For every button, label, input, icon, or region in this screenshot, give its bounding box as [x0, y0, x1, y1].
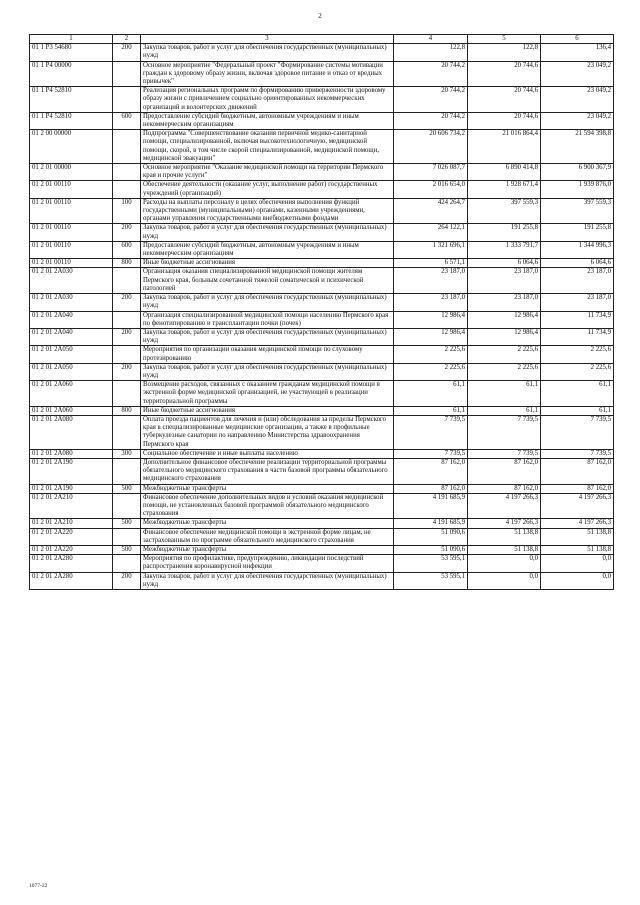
classification-code-cell: 01 2 01 2A280 — [30, 572, 113, 589]
classification-code-cell: 01 2 01 2A050 — [30, 363, 113, 380]
expense-type-cell — [113, 458, 141, 484]
amount-year2-cell: 20 744,6 — [468, 61, 541, 87]
table-row — [30, 493, 614, 519]
amount-year2-cell: 191 255,8 — [468, 224, 541, 241]
amount-year2-cell: 4 197 266,3 — [468, 519, 541, 528]
amount-year3-cell: 4 197 266,3 — [541, 519, 614, 528]
classification-code-cell: 01 2 01 2A210 — [30, 519, 113, 528]
item-name-cell: Реализация региональных программ по формированию приверженности здоровому образу жизни с привлечением социально ориентированных некоммерческих организаций и волонтерских движений — [141, 87, 394, 113]
item-name-cell: Основное мероприятие "Федеральный проект "Формирование системы мотивации граждан к здоровому образу жизни, включая здоровое питание и отказ от вредных привычек" — [141, 61, 394, 87]
expense-type-cell: 100 — [113, 198, 141, 224]
amount-year3-cell: 0,0 — [541, 572, 614, 589]
amount-year1-cell: 12 986,4 — [394, 311, 468, 328]
expense-type-cell: 800 — [113, 259, 141, 268]
amount-year3-cell: 397 559,3 — [541, 198, 614, 224]
amount-year3-cell: 61,1 — [541, 381, 614, 407]
amount-year1-cell: 264 122,1 — [394, 224, 468, 241]
column-header: 2 — [113, 35, 141, 44]
expense-type-cell: 500 — [113, 484, 141, 493]
amount-year2-cell: 6 064,6 — [468, 259, 541, 268]
amount-year1-cell: 122,8 — [394, 44, 468, 61]
item-name-cell: Финансовое обеспечение медицинской помощи в экстренной форме лицам, не застрахованным по программе обязательного медицинского страхования — [141, 528, 394, 545]
amount-year1-cell: 7 739,5 — [394, 415, 468, 449]
classification-code-cell: 01 2 01 00000 — [30, 164, 113, 181]
table-row — [30, 164, 614, 181]
expense-type-cell: 200 — [113, 224, 141, 241]
amount-year3-cell: 7 739,5 — [541, 415, 614, 449]
amount-year2-cell: 2 225,6 — [468, 363, 541, 380]
classification-code-cell: 01 2 01 00110 — [30, 181, 113, 198]
item-name-cell: Иные бюджетные ассигнования — [141, 406, 394, 415]
table-row — [30, 415, 614, 449]
item-name-cell: Мероприятия по профилактике, предупреждению, ликвидации последствий распространения коронавирусной инфекции — [141, 555, 394, 572]
table-row — [30, 130, 614, 164]
classification-code-cell: 01 2 01 2A190 — [30, 458, 113, 484]
amount-year2-cell: 23 187,0 — [468, 268, 541, 294]
amount-year3-cell: 1 344 996,3 — [541, 241, 614, 258]
amount-year2-cell: 1 333 791,7 — [468, 241, 541, 258]
amount-year2-cell: 20 744,6 — [468, 112, 541, 129]
column-header: 6 — [541, 35, 614, 44]
budget-table — [29, 34, 614, 590]
table-row — [30, 268, 614, 294]
expense-type-cell: 500 — [113, 519, 141, 528]
expense-type-cell — [113, 130, 141, 164]
table-row — [30, 545, 614, 554]
expense-type-cell: 600 — [113, 112, 141, 129]
column-header: 3 — [141, 35, 394, 44]
item-name-cell: Иные бюджетные ассигнования — [141, 259, 394, 268]
amount-year1-cell: 12 986,4 — [394, 328, 468, 345]
table-row — [30, 346, 614, 363]
item-name-cell: Возмещение расходов, связанных с оказанием гражданам медицинской помощи в экстренной форме медицинской организацией, не участвующей в реализации территориальной программы — [141, 381, 394, 407]
amount-year3-cell: 51 138,8 — [541, 545, 614, 554]
item-name-cell: Предоставление субсидий бюджетным, автономным учреждениям и иным некоммерческим организациям — [141, 241, 394, 258]
amount-year3-cell: 61,1 — [541, 406, 614, 415]
amount-year2-cell: 61,1 — [468, 381, 541, 407]
amount-year1-cell: 87 162,0 — [394, 458, 468, 484]
classification-code-cell: 01 1 P4 52810 — [30, 87, 113, 113]
amount-year2-cell: 122,8 — [468, 44, 541, 61]
table-row — [30, 381, 614, 407]
amount-year3-cell: 4 197 266,3 — [541, 493, 614, 519]
item-name-cell: Межбюджетные трансферты — [141, 484, 394, 493]
item-name-cell: Закупка товаров, работ и услуг для обеспечения государственных (муниципальных) нужд — [141, 328, 394, 345]
table-row — [30, 458, 614, 484]
amount-year1-cell: 20 606 734,2 — [394, 130, 468, 164]
amount-year2-cell: 51 138,8 — [468, 528, 541, 545]
table-row — [30, 449, 614, 458]
amount-year2-cell: 21 016 864,4 — [468, 130, 541, 164]
amount-year1-cell: 2 225,6 — [394, 363, 468, 380]
item-name-cell: Дополнительное финансовое обеспечение реализации территориальной программы обязательного медицинского страхования в части базовой программы обязательного медицинского страхования — [141, 458, 394, 484]
classification-code-cell: 01 1 P3 54680 — [30, 44, 113, 61]
amount-year1-cell: 61,1 — [394, 406, 468, 415]
item-name-cell: Закупка товаров, работ и услуг для обеспечения государственных (муниципальных) нужд — [141, 294, 394, 311]
expense-type-cell — [113, 181, 141, 198]
table-row — [30, 572, 614, 589]
amount-year3-cell: 6 064,6 — [541, 259, 614, 268]
amount-year1-cell: 4 191 685,9 — [394, 519, 468, 528]
footer-document-code: 1077-22 — [29, 883, 48, 889]
amount-year3-cell: 23 187,0 — [541, 268, 614, 294]
amount-year3-cell: 21 594 398,8 — [541, 130, 614, 164]
amount-year1-cell: 1 321 696,1 — [394, 241, 468, 258]
amount-year1-cell: 4 191 685,9 — [394, 493, 468, 519]
item-name-cell: Расходы на выплаты персоналу в целях обеспечения выполнения функций государственными (муниципальными) органами, казенными учреждениями, органами управления государственными внебюджетными фондами — [141, 198, 394, 224]
amount-year2-cell: 12 986,4 — [468, 311, 541, 328]
expense-type-cell: 200 — [113, 363, 141, 380]
amount-year1-cell: 61,1 — [394, 381, 468, 407]
amount-year3-cell: 23 049,2 — [541, 61, 614, 87]
expense-type-cell: 500 — [113, 545, 141, 554]
item-name-cell: Обеспечение деятельности (оказание услуг, выполнение работ) государственных учреждений (организаций) — [141, 181, 394, 198]
expense-type-cell: 200 — [113, 328, 141, 345]
item-name-cell: Оплата проезда пациентов для лечения и (или) обследования за пределы Пермского края в специализированные медицинские организации, а также в профильные туберкулезные санатории по направлению Министерства здравоохранения Пермского края — [141, 415, 394, 449]
table-row — [30, 555, 614, 572]
amount-year2-cell: 7 739,5 — [468, 449, 541, 458]
amount-year1-cell: 7 739,5 — [394, 449, 468, 458]
amount-year1-cell: 53 595,1 — [394, 572, 468, 589]
amount-year3-cell: 2 225,6 — [541, 363, 614, 380]
amount-year2-cell: 6 890 414,8 — [468, 164, 541, 181]
amount-year1-cell: 20 744,2 — [394, 61, 468, 87]
expense-type-cell: 200 — [113, 44, 141, 61]
classification-code-cell: 01 2 01 2A060 — [30, 381, 113, 407]
classification-code-cell: 01 2 01 2A030 — [30, 294, 113, 311]
amount-year2-cell: 20 744,6 — [468, 87, 541, 113]
expense-type-cell — [113, 346, 141, 363]
page-number: 2 — [318, 12, 322, 20]
amount-year2-cell: 2 225,6 — [468, 346, 541, 363]
column-header: 1 — [30, 35, 113, 44]
classification-code-cell: 01 2 01 2A040 — [30, 311, 113, 328]
amount-year1-cell: 51 090,6 — [394, 545, 468, 554]
table-row — [30, 181, 614, 198]
amount-year3-cell: 7 739,5 — [541, 449, 614, 458]
classification-code-cell: 01 2 01 00110 — [30, 224, 113, 241]
amount-year1-cell: 2 225,6 — [394, 346, 468, 363]
expense-type-cell: 200 — [113, 294, 141, 311]
classification-code-cell: 01 2 00 00000 — [30, 130, 113, 164]
amount-year2-cell: 0,0 — [468, 555, 541, 572]
table-row — [30, 44, 614, 61]
amount-year2-cell: 23 187,0 — [468, 294, 541, 311]
classification-code-cell: 01 2 01 2A080 — [30, 415, 113, 449]
expense-type-cell — [113, 555, 141, 572]
item-name-cell: Мероприятия по организации оказания медицинской помощи по слуховому протезированию — [141, 346, 394, 363]
amount-year1-cell: 7 026 087,7 — [394, 164, 468, 181]
item-name-cell: Закупка товаров, работ и услуг для обеспечения государственных (муниципальных) нужд — [141, 363, 394, 380]
classification-code-cell: 01 2 01 2A210 — [30, 493, 113, 519]
table-row — [30, 198, 614, 224]
classification-code-cell: 01 1 P4 52810 — [30, 112, 113, 129]
expense-type-cell: 300 — [113, 449, 141, 458]
expense-type-cell — [113, 381, 141, 407]
classification-code-cell: 01 2 01 00110 — [30, 241, 113, 258]
amount-year1-cell: 51 090,6 — [394, 528, 468, 545]
amount-year3-cell: 1 939 876,0 — [541, 181, 614, 198]
table-row — [30, 259, 614, 268]
classification-code-cell: 01 2 01 2A220 — [30, 545, 113, 554]
amount-year3-cell: 11 734,9 — [541, 328, 614, 345]
amount-year3-cell: 23 049,2 — [541, 112, 614, 129]
item-name-cell: Закупка товаров, работ и услуг для обеспечения государственных (муниципальных) нужд — [141, 224, 394, 241]
amount-year1-cell: 53 595,1 — [394, 555, 468, 572]
amount-year2-cell: 4 197 266,3 — [468, 493, 541, 519]
table-row — [30, 224, 614, 241]
expense-type-cell — [113, 164, 141, 181]
table-row — [30, 484, 614, 493]
amount-year1-cell: 20 744,2 — [394, 87, 468, 113]
table-row — [30, 311, 614, 328]
table-row — [30, 328, 614, 345]
item-name-cell: Межбюджетные трансферты — [141, 519, 394, 528]
item-name-cell: Подпрограмма "Совершенствование оказания первичной медико-санитарной помощи, специализированной, включая высокотехнологичную, медицинской помощи, скорой, в том числе скорой специализированной, медицинской помощи, медицинской эвакуации" — [141, 130, 394, 164]
classification-code-cell: 01 2 01 2A030 — [30, 268, 113, 294]
item-name-cell: Финансовое обеспечение дополнительных видов и условий оказания медицинской помощи, не установленных базовой программой обязательного медицинского страхования — [141, 493, 394, 519]
table-row — [30, 363, 614, 380]
item-name-cell: Организация специализированной медицинской помощи населению Пермского края по фенотипированию и трансплантации почки (почек) — [141, 311, 394, 328]
classification-code-cell: 01 2 01 2A190 — [30, 484, 113, 493]
amount-year1-cell: 2 016 654,0 — [394, 181, 468, 198]
expense-type-cell: 200 — [113, 572, 141, 589]
amount-year3-cell: 11 734,9 — [541, 311, 614, 328]
classification-code-cell: 01 1 P4 00000 — [30, 61, 113, 87]
amount-year3-cell: 87 162,0 — [541, 484, 614, 493]
amount-year2-cell: 87 162,0 — [468, 458, 541, 484]
table-row — [30, 406, 614, 415]
amount-year1-cell: 23 187,0 — [394, 268, 468, 294]
expense-type-cell — [113, 528, 141, 545]
amount-year3-cell: 87 162,0 — [541, 458, 614, 484]
classification-code-cell: 01 2 01 2A280 — [30, 555, 113, 572]
table-header-row — [30, 35, 614, 44]
classification-code-cell: 01 2 01 2A080 — [30, 449, 113, 458]
amount-year1-cell: 23 187,0 — [394, 294, 468, 311]
item-name-cell: Основное мероприятие "Оказание медицинской помощи на территории Пермского края и прочие услуги" — [141, 164, 394, 181]
table-row — [30, 112, 614, 129]
amount-year2-cell: 51 138,8 — [468, 545, 541, 554]
expense-type-cell — [113, 268, 141, 294]
amount-year3-cell: 136,4 — [541, 44, 614, 61]
classification-code-cell: 01 2 01 00110 — [30, 198, 113, 224]
amount-year2-cell: 7 739,5 — [468, 415, 541, 449]
expense-type-cell: 800 — [113, 406, 141, 415]
amount-year3-cell: 0,0 — [541, 555, 614, 572]
item-name-cell: Организация оказания специализированной медицинской помощи жителям Пермского края, больным сочетанной тяжелой соматической и психической патологией — [141, 268, 394, 294]
expense-type-cell: 600 — [113, 241, 141, 258]
table-row — [30, 61, 614, 87]
expense-type-cell — [113, 311, 141, 328]
classification-code-cell: 01 2 01 2A060 — [30, 406, 113, 415]
classification-code-cell: 01 2 01 00110 — [30, 259, 113, 268]
expense-type-cell — [113, 87, 141, 113]
amount-year3-cell: 23 049,2 — [541, 87, 614, 113]
expense-type-cell — [113, 493, 141, 519]
amount-year2-cell: 1 928 671,4 — [468, 181, 541, 198]
amount-year1-cell: 6 571,1 — [394, 259, 468, 268]
item-name-cell: Закупка товаров, работ и услуг для обеспечения государственных (муниципальных) нужд — [141, 44, 394, 61]
amount-year2-cell: 0,0 — [468, 572, 541, 589]
amount-year2-cell: 12 986,4 — [468, 328, 541, 345]
column-header: 4 — [394, 35, 468, 44]
classification-code-cell: 01 2 01 2A040 — [30, 328, 113, 345]
amount-year1-cell: 20 744,2 — [394, 112, 468, 129]
table-row — [30, 294, 614, 311]
item-name-cell: Социальное обеспечение и иные выплаты населению — [141, 449, 394, 458]
expense-type-cell — [113, 415, 141, 449]
classification-code-cell: 01 2 01 2A050 — [30, 346, 113, 363]
expense-type-cell — [113, 61, 141, 87]
column-header: 5 — [468, 35, 541, 44]
amount-year1-cell: 87 162,0 — [394, 484, 468, 493]
amount-year2-cell: 87 162,0 — [468, 484, 541, 493]
table-row — [30, 519, 614, 528]
table-row — [30, 528, 614, 545]
amount-year2-cell: 61,1 — [468, 406, 541, 415]
amount-year2-cell: 397 559,3 — [468, 198, 541, 224]
classification-code-cell: 01 2 01 2A220 — [30, 528, 113, 545]
amount-year1-cell: 424 264,7 — [394, 198, 468, 224]
item-name-cell: Предоставление субсидий бюджетным, автономным учреждениям и иным некоммерческим организациям — [141, 112, 394, 129]
item-name-cell: Межбюджетные трансферты — [141, 545, 394, 554]
amount-year3-cell: 191 255,8 — [541, 224, 614, 241]
amount-year3-cell: 51 138,8 — [541, 528, 614, 545]
table-row — [30, 87, 614, 113]
amount-year3-cell: 23 187,0 — [541, 294, 614, 311]
amount-year3-cell: 6 900 367,9 — [541, 164, 614, 181]
amount-year3-cell: 2 225,6 — [541, 346, 614, 363]
item-name-cell: Закупка товаров, работ и услуг для обеспечения государственных (муниципальных) нужд — [141, 572, 394, 589]
table-row — [30, 241, 614, 258]
